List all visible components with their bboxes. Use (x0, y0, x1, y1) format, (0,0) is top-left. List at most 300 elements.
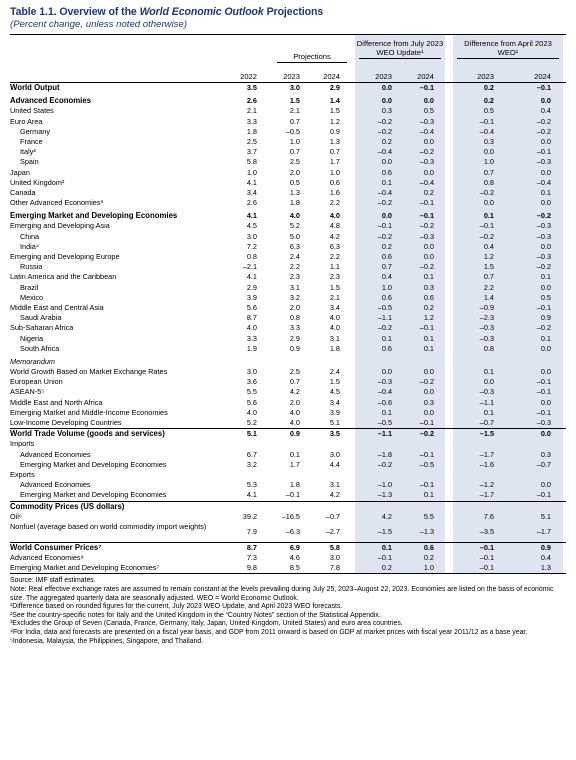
note-line: ²See the country-specific notes for Italy and the United Kingdom in the “Country Notes” section of the Statistical Appendix. (10, 611, 381, 619)
table-row (10, 553, 566, 563)
row-label: Japan (10, 167, 30, 177)
cell-value: –0.3 (419, 116, 434, 126)
cell-value: 5.1 (329, 418, 340, 427)
cell-value: –0.5 (377, 418, 392, 427)
cell-value: –0.2 (536, 323, 551, 333)
cell-value: 3.2 (289, 292, 300, 302)
row-label: Emerging Market and Developing Economies⁷ (10, 563, 160, 573)
note-line: Note: Real effective exchange rates are assumed to remain constant at the levels prevailing during July 25, 2023–August 22, 2023. Economies are listed on the basis of economic size. The aggregated quarterly data are seasonally adjusted. WEO = World Economic Outlook. (10, 586, 554, 602)
cell-value: 3.9 (329, 407, 340, 417)
cell-value: –0.2 (377, 198, 392, 208)
cell-value: 3.3 (246, 333, 257, 343)
cell-value: –1.7 (536, 526, 551, 536)
cell-value: 3.5 (246, 83, 257, 92)
table-row (10, 168, 566, 178)
cell-value: –0.3 (479, 333, 494, 343)
cell-value: 0.1 (540, 272, 551, 282)
cell-value: –0.1 (479, 563, 494, 573)
cell-value: –0.1 (536, 490, 551, 500)
table-row (10, 512, 566, 522)
row-label: Exports (10, 469, 35, 479)
cell-value: –1.6 (479, 459, 494, 469)
cell-value: –0.2 (536, 262, 551, 272)
cell-value: –0.1 (536, 407, 551, 417)
row-label: Middle East and North Africa (10, 397, 103, 407)
cell-value: 2.6 (246, 198, 257, 208)
cell-value: 4.0 (329, 323, 340, 333)
cell-value: 3.7 (246, 147, 257, 157)
cell-value: 4.1 (246, 177, 257, 187)
table-row (10, 178, 566, 188)
cell-value: –0.3 (419, 157, 434, 167)
cell-value: –6.3 (285, 526, 300, 536)
row-label: Saudi Arabia (20, 313, 62, 323)
cell-value: 0.3 (423, 282, 434, 292)
cell-value: –1.2 (479, 480, 494, 490)
cell-value: 3.0 (246, 367, 257, 377)
cell-value: 3.3 (289, 323, 300, 333)
cell-value: –1.5 (377, 526, 392, 536)
cell-value: –0.1 (285, 490, 300, 500)
cell-value: 0.1 (289, 449, 300, 459)
header-diff-july (355, 39, 445, 57)
row-label: Canada (10, 187, 36, 197)
cell-value: 7.9 (246, 526, 257, 536)
cell-value: 0.5 (289, 177, 300, 187)
cell-value: 2.9 (289, 333, 300, 343)
table-row (10, 480, 566, 490)
cell-value: –1.8 (377, 449, 392, 459)
cell-value: –0.3 (479, 323, 494, 333)
table-row (10, 334, 566, 344)
cell-value: –0.4 (479, 126, 494, 136)
cell-value: –0.1 (536, 83, 551, 92)
table-row (10, 96, 566, 106)
table-row (10, 272, 566, 282)
row-label: Italy² (20, 147, 36, 157)
row-label: Emerging Market and Developing Economies (10, 211, 178, 221)
cell-value: –0.1 (479, 221, 494, 231)
cell-value: 4.2 (329, 231, 340, 241)
row-label: World Trade Volume (goods and services) (10, 429, 165, 439)
row-label: World Output (10, 83, 60, 92)
cell-value: –1.1 (479, 397, 494, 407)
cell-value: 3.1 (289, 282, 300, 292)
cell-value: –2.7 (325, 526, 340, 536)
cell-value: 2.2 (329, 252, 340, 261)
table-row (10, 398, 566, 408)
cell-value: 9.8 (246, 563, 257, 573)
cell-value: 4.4 (329, 459, 340, 469)
cell-value: 1.3 (540, 563, 551, 573)
cell-value: 2.2 (329, 198, 340, 208)
table-row (10, 323, 566, 333)
cell-value: 2.4 (289, 252, 300, 261)
cell-value: –0.1 (419, 480, 434, 490)
cell-value: 0.4 (540, 106, 551, 116)
cell-value: 5.8 (329, 542, 340, 552)
cell-value: 3.4 (329, 397, 340, 407)
cell-value: 1.0 (289, 136, 300, 146)
table-row (10, 232, 566, 242)
cell-value: –0.1 (479, 542, 494, 552)
cell-value: –0.3 (536, 252, 551, 261)
cell-value: 8.5 (289, 563, 300, 573)
table-row (10, 293, 566, 303)
note-line: Source: IMF staff estimates. (10, 577, 96, 585)
cell-value: 0.0 (540, 282, 551, 292)
cell-value: 2.9 (246, 282, 257, 292)
cell-value: 3.2 (246, 459, 257, 469)
cell-value: –0.4 (377, 187, 392, 197)
cell-value: 1.9 (246, 343, 257, 353)
table-notes (10, 577, 558, 646)
cell-value: 5.5 (246, 387, 257, 397)
cell-value: –1.1 (377, 429, 392, 439)
table-row (10, 450, 566, 460)
cell-value: 0.6 (423, 542, 434, 552)
cell-value: 2.3 (289, 272, 300, 282)
cell-value: 5.5 (423, 511, 434, 521)
cell-value: 4.2 (381, 511, 392, 521)
table-row (10, 439, 566, 449)
cell-value: 0.6 (423, 292, 434, 302)
note-line: ⁴For India, data and forecasts are presented on a fiscal year basis, and GDP from 2011 onward is based on GDP at market prices with fiscal year 2011/12 as a base year. (10, 629, 528, 636)
row-label: Advanced Economies (10, 96, 92, 106)
cell-value: 0.3 (381, 106, 392, 116)
cell-value: 4.0 (289, 407, 300, 417)
cell-value: 1.7 (289, 459, 300, 469)
cell-value: –0.3 (536, 231, 551, 241)
cell-value: 2.2 (289, 262, 300, 272)
cell-value: –1.3 (419, 526, 434, 536)
cell-value: 2.2 (483, 282, 494, 292)
cell-value: 0.1 (423, 343, 434, 353)
cell-value: 6.3 (329, 241, 340, 251)
cell-value: 2.0 (289, 167, 300, 177)
header-diff-july-label: Difference from July 2023 WEO Update¹ (356, 39, 444, 57)
row-label: ASEAN-5⁵ (10, 387, 45, 397)
table-row (10, 188, 566, 198)
cell-value: 0.8 (289, 313, 300, 323)
table-row (10, 303, 566, 313)
cell-value: 0.8 (483, 343, 494, 353)
cell-value: 8.7 (246, 542, 257, 552)
cell-value: 7.8 (329, 563, 340, 573)
cell-value: –0.4 (536, 177, 551, 187)
table-row (10, 470, 566, 480)
cell-value: 0.0 (540, 429, 551, 439)
row-label: Other Advanced Economies³ (10, 198, 103, 208)
cell-value: 1.8 (289, 198, 300, 208)
cell-value: 0.1 (423, 333, 434, 343)
cell-value: –1.0 (377, 480, 392, 490)
cell-value: 4.0 (289, 211, 300, 221)
cell-value: 0.2 (381, 563, 392, 573)
row-label: South Africa (20, 343, 60, 353)
table-row (10, 127, 566, 137)
cell-value: 39.2 (242, 511, 257, 521)
cell-value: –0.1 (377, 553, 392, 563)
row-label: Brazil (20, 282, 39, 292)
cell-value: 0.0 (381, 157, 392, 167)
cell-value: 0.1 (540, 187, 551, 197)
cell-value: 0.6 (381, 292, 392, 302)
row-label: Commodity Prices (US dollars) (10, 501, 125, 511)
cell-value: –0.2 (419, 377, 434, 387)
cell-value: –0.5 (419, 459, 434, 469)
cell-value: 0.3 (423, 397, 434, 407)
cell-value: 1.7 (329, 157, 340, 167)
cell-value: 0.9 (329, 126, 340, 136)
cell-value: –0.1 (536, 387, 551, 397)
cell-value: 0.0 (381, 96, 392, 106)
cell-value: –2.1 (242, 262, 257, 272)
cell-value: 3.1 (329, 333, 340, 343)
table-title (10, 6, 566, 19)
cell-value: 4.0 (329, 313, 340, 323)
table-row (10, 283, 566, 293)
table-row (10, 522, 566, 542)
cell-value: 0.0 (483, 147, 494, 157)
cell-value: 0.6 (381, 343, 392, 353)
cell-value: 0.0 (381, 367, 392, 377)
projections-table (10, 34, 566, 574)
cell-value: 0.0 (423, 387, 434, 397)
row-label: Emerging and Developing Europe (10, 252, 120, 261)
cell-value: 7.2 (246, 241, 257, 251)
cell-value: 0.0 (540, 343, 551, 353)
cell-value: 1.0 (423, 563, 434, 573)
cell-value: –1.7 (479, 490, 494, 500)
cell-value: 6.7 (246, 449, 257, 459)
row-label: Nonfuel (average based on world commodity import weights) (10, 521, 207, 531)
table-row (10, 211, 566, 221)
cell-value: 3.1 (329, 480, 340, 490)
cell-value: 1.5 (329, 282, 340, 292)
cell-value: –0.2 (479, 187, 494, 197)
cell-value: 1.5 (483, 262, 494, 272)
year-header: 2024 (534, 72, 551, 81)
cell-value: 1.1 (329, 262, 340, 272)
cell-value: 2.6 (246, 96, 257, 106)
cell-value: –0.2 (419, 429, 434, 439)
cell-value: 3.9 (246, 292, 257, 302)
cell-value: 3.0 (329, 449, 340, 459)
cell-value: 5.0 (289, 231, 300, 241)
cell-value: 0.0 (540, 397, 551, 407)
cell-value: 0.5 (423, 106, 434, 116)
cell-value: 4.0 (246, 407, 257, 417)
cell-value: 1.2 (423, 313, 434, 323)
cell-value: 3.4 (246, 187, 257, 197)
cell-value: 2.5 (246, 136, 257, 146)
cell-value: –0.7 (536, 459, 551, 469)
cell-value: 0.0 (540, 241, 551, 251)
cell-value: 2.0 (289, 302, 300, 312)
cell-value: 0.7 (381, 262, 392, 272)
cell-value: 0.5 (483, 106, 494, 116)
cell-value: 0.1 (381, 542, 392, 552)
table-row (10, 252, 566, 262)
cell-value: 0.8 (246, 252, 257, 261)
cell-value: 1.5 (289, 96, 300, 106)
cell-value: –0.1 (479, 116, 494, 126)
cell-value: 0.6 (329, 177, 340, 187)
cell-value: 5.3 (246, 480, 257, 490)
cell-value: –0.2 (377, 116, 392, 126)
cell-value: –0.2 (419, 147, 434, 157)
cell-value: –0.1 (419, 418, 434, 427)
cell-value: 3.6 (246, 377, 257, 387)
row-label: Spain (20, 157, 39, 167)
row-label: Emerging Market and Developing Economies (20, 459, 167, 469)
header-projections (273, 52, 351, 61)
cell-value: 4.2 (329, 490, 340, 500)
cell-value: 0.2 (381, 241, 392, 251)
row-label: Middle East and Central Asia (10, 302, 104, 312)
cell-value: –0.2 (377, 231, 392, 241)
table-row (10, 501, 566, 512)
table-row (10, 313, 566, 323)
cell-value: 0.6 (381, 167, 392, 177)
cell-value: –0.2 (479, 231, 494, 241)
row-label: Euro Area (10, 116, 43, 126)
row-label: Oil⁶ (10, 511, 22, 521)
cell-value: –0.7 (479, 418, 494, 427)
cell-value: 0.1 (540, 333, 551, 343)
table-row (10, 147, 566, 157)
cell-value: 5.2 (246, 418, 257, 427)
header-diff-april (453, 39, 563, 57)
cell-value: 0.0 (540, 136, 551, 146)
cell-value: –3.5 (479, 526, 494, 536)
cell-value: 0.7 (483, 167, 494, 177)
cell-value: 5.6 (246, 302, 257, 312)
table-row (10, 428, 566, 439)
cell-value: 6.3 (289, 241, 300, 251)
cell-value: –0.2 (377, 126, 392, 136)
row-label: Germany (20, 126, 51, 136)
cell-value: 2.4 (329, 367, 340, 377)
cell-value: –2.3 (479, 313, 494, 323)
table-row (10, 418, 566, 428)
cell-value: 2.5 (289, 157, 300, 167)
cell-value: –0.1 (419, 83, 434, 92)
cell-value: 1.2 (483, 252, 494, 261)
cell-value: –0.1 (536, 377, 551, 387)
cell-value: 1.8 (289, 480, 300, 490)
table-row (10, 83, 566, 93)
row-label: United States (10, 106, 54, 116)
cell-value: 0.2 (423, 187, 434, 197)
row-label: France (20, 136, 43, 146)
cell-value: 0.0 (540, 167, 551, 177)
cell-value: –1.1 (377, 313, 392, 323)
cell-value: 0.1 (381, 407, 392, 417)
table-row (10, 157, 566, 167)
row-label: Imports (10, 439, 35, 449)
cell-value: 0.0 (540, 480, 551, 490)
cell-value: 0.0 (423, 407, 434, 417)
cell-value: –0.5 (285, 126, 300, 136)
cell-value: 0.2 (423, 553, 434, 563)
cell-value: 2.0 (289, 397, 300, 407)
table-row (10, 242, 566, 252)
cell-value: 0.0 (423, 241, 434, 251)
cell-value: 1.2 (329, 116, 340, 126)
cell-value: 3.5 (329, 429, 340, 439)
cell-value: 5.2 (289, 221, 300, 231)
document-page (10, 0, 566, 646)
cell-value: 0.3 (483, 136, 494, 146)
cell-value: 0.0 (423, 167, 434, 177)
table-header (10, 35, 566, 83)
cell-value: 0.6 (381, 252, 392, 261)
cell-value: 1.8 (246, 126, 257, 136)
table-row (10, 106, 566, 116)
cell-value: 0.3 (540, 449, 551, 459)
cell-value: 4.0 (329, 211, 340, 221)
year-header: 2023 (375, 72, 392, 81)
table-row (10, 563, 566, 573)
table-row (10, 367, 566, 377)
cell-value: –0.2 (419, 262, 434, 272)
cell-value: –1.7 (479, 449, 494, 459)
cell-value: 1.4 (329, 96, 340, 106)
cell-value: 0.9 (289, 343, 300, 353)
cell-value: 0.7 (483, 272, 494, 282)
cell-value: 0.4 (483, 241, 494, 251)
cell-value: 4.0 (289, 418, 300, 427)
cell-value: 3.0 (329, 553, 340, 563)
cell-value: 1.5 (329, 377, 340, 387)
cell-value: –0.6 (377, 397, 392, 407)
cell-value: –0.1 (419, 449, 434, 459)
cell-value: 0.1 (483, 211, 494, 221)
cell-value: 0.7 (289, 147, 300, 157)
cell-value: 4.8 (329, 221, 340, 231)
table-row (10, 387, 566, 397)
cell-value: 0.0 (540, 96, 551, 106)
cell-value: –0.2 (377, 323, 392, 333)
cell-value: 0.0 (540, 367, 551, 377)
cell-value: 3.0 (246, 231, 257, 241)
cell-value: 0.4 (381, 272, 392, 282)
cell-value: 0.9 (540, 542, 551, 552)
header-diff-april-label: Difference from April 2023 WEO¹ (464, 39, 552, 57)
cell-value: –0.9 (479, 302, 494, 312)
table-row (10, 460, 566, 470)
cell-value: 4.5 (246, 221, 257, 231)
cell-value: 0.2 (423, 302, 434, 312)
table-body (10, 83, 566, 573)
note-line: ¹Difference based on rounded figures for the current, July 2023 WEO Update, and April 2023 WEO forecasts. (10, 603, 343, 611)
cell-value: –0.2 (536, 126, 551, 136)
cell-value: 0.0 (423, 136, 434, 146)
cell-value: 2.1 (289, 106, 300, 116)
title-italic: World Economic Outlook (139, 6, 264, 18)
cell-value: 4.5 (329, 387, 340, 397)
row-label: China (20, 231, 40, 241)
cell-value: 1.3 (329, 136, 340, 146)
note-line: ⁵Indonesia, Malaysia, the Philippines, Singapore, and Thailand. (10, 637, 204, 645)
table-row (10, 221, 566, 231)
cell-value: 3.4 (329, 302, 340, 312)
cell-value: 0.0 (483, 198, 494, 208)
cell-value: 0.5 (540, 292, 551, 302)
title-prefix: Table 1.1. Overview of the (10, 6, 140, 18)
